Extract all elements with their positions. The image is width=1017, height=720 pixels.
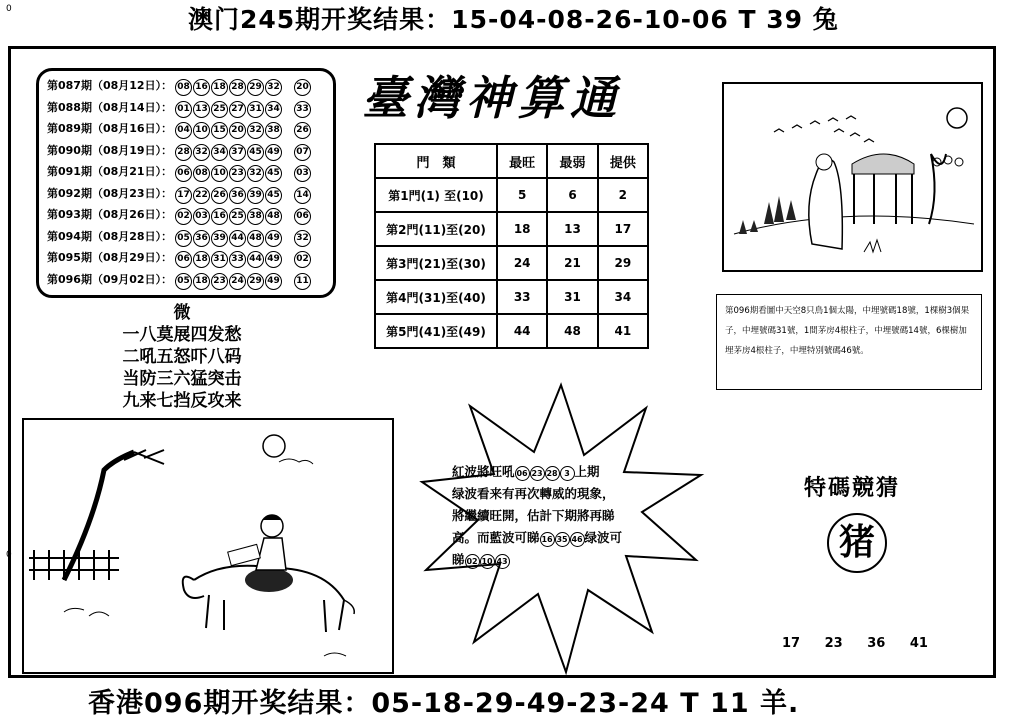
wave-line-1: 紅波將旺吼 06 23 28 3 上期 [452, 464, 600, 479]
number-ball: 45 [265, 165, 282, 182]
margin-mark: 0 [6, 4, 12, 14]
special-ball: 26 [294, 122, 311, 139]
wave-ball: 02 [465, 554, 480, 569]
doors-row [375, 246, 648, 280]
history-label: 第089期（08月16日）： [47, 122, 173, 135]
number-ball: 38 [265, 122, 282, 139]
number-ball: 48 [247, 230, 264, 247]
wave-ball: 23 [530, 466, 545, 481]
number-ball: 25 [211, 101, 228, 118]
wave-analysis-text [452, 461, 662, 571]
number-ball: 39 [247, 187, 264, 204]
doors-row [375, 314, 648, 348]
number-ball: 34 [211, 144, 228, 161]
number-ball: 10 [211, 165, 228, 182]
number-ball: 15 [211, 122, 228, 139]
doors-cell: 6 [547, 178, 597, 212]
number-ball: 28 [175, 144, 192, 161]
doors-cell: 18 [497, 212, 547, 246]
wave-ball: 43 [495, 554, 510, 569]
number-ball: 29 [247, 273, 264, 290]
poem-line: 九来七挡反攻来 [122, 391, 242, 411]
number-ball: 38 [247, 208, 264, 225]
doors-cell: 第1門(1) 至(10) [375, 178, 497, 212]
doors-cell: 2 [598, 178, 648, 212]
guess-numbers: 17 23 36 41 [782, 636, 928, 651]
number-ball: 08 [175, 79, 192, 96]
special-ball: 20 [294, 79, 311, 96]
poem-line: 一八莫展四发愁 [122, 325, 242, 345]
number-ball: 25 [229, 208, 246, 225]
doors-cell: 第5門(41)至(49) [375, 314, 497, 348]
number-ball: 03 [193, 208, 210, 225]
doors-cell: 24 [497, 246, 547, 280]
doors-cell: 41 [598, 314, 648, 348]
hongkong-result-banner: 香港096期开奖结果：05-18-29-49-23-24 T 11 羊. [88, 688, 800, 719]
riddle-note: 第096期看圖中天空8只鳥1個太陽，中埋號碼18號，1棵樹3個果子，中埋號碼31號，1間茅房4根柱子，中埋號碼14號，6棵樹加埋茅房4根柱子，中埋特別號碼46號。 [716, 294, 982, 390]
history-label: 第090期（08月19日）： [47, 143, 173, 157]
number-ball: 36 [229, 187, 246, 204]
number-ball: 10 [193, 122, 210, 139]
history-row [47, 249, 312, 268]
number-ball: 16 [193, 79, 210, 96]
doors-header: 最弱 [547, 144, 597, 178]
history-row [47, 271, 312, 290]
wave-line-5: 睇 02 10 43 [452, 552, 508, 567]
history-label: 第091期（08月21日）： [47, 165, 173, 178]
doors-row [375, 212, 648, 246]
special-ball: 02 [294, 251, 311, 268]
number-ball: 32 [193, 144, 210, 161]
number-ball: 23 [229, 165, 246, 182]
history-label: 第093期（08月26日）： [47, 208, 173, 221]
doors-header: 門 類 [375, 144, 497, 178]
number-ball: 37 [229, 144, 246, 161]
number-ball: 23 [211, 273, 228, 290]
number-ball: 48 [265, 208, 282, 225]
doors-cell: 29 [598, 246, 648, 280]
wave-ball: 3 [560, 466, 575, 481]
page-title: 臺灣神算通 [362, 71, 622, 125]
special-ball: 07 [294, 144, 311, 161]
number-ball: 05 [175, 273, 192, 290]
poem-block [112, 302, 252, 412]
poem-line: 当防三六猛突击 [122, 369, 242, 389]
history-row [47, 77, 312, 96]
history-label: 第095期（08月29日）： [47, 251, 173, 264]
special-ball: 06 [294, 208, 311, 225]
history-row [47, 206, 312, 225]
doors-row [375, 178, 648, 212]
history-row [47, 185, 312, 204]
history-label: 第094期（08月28日）： [47, 229, 173, 243]
number-ball: 31 [211, 251, 228, 268]
wave-ball: 28 [545, 466, 560, 481]
wave-line-3: 將繼續旺開，估計下期將再睇 [452, 508, 615, 523]
number-ball: 26 [211, 187, 228, 204]
margin-mark: 0 [6, 550, 12, 560]
history-row [47, 120, 312, 139]
number-ball: 32 [265, 79, 282, 96]
history-label: 第087期（08月12日）： [47, 79, 173, 92]
number-ball: 32 [247, 122, 264, 139]
number-ball: 34 [265, 101, 282, 118]
doors-cell: 第3門(21)至(30) [375, 246, 497, 280]
history-row [47, 142, 312, 161]
poem-heading: 微 [173, 303, 191, 323]
riddle-illustration [724, 84, 981, 270]
number-ball: 17 [175, 187, 192, 204]
doors-cell: 第4門(31)至(40) [375, 280, 497, 314]
wave-ball: 35 [555, 532, 570, 547]
wave-ball: 06 [515, 466, 530, 481]
history-label: 第092期（08月23日）： [47, 186, 173, 200]
number-ball: 18 [211, 79, 228, 96]
special-guess-title: 特碼競猜 [804, 476, 901, 501]
number-ball: 04 [175, 122, 192, 139]
wave-line-4: 高。而藍波可睇 16 35 46 绿波可 [452, 530, 623, 545]
doors-cell: 13 [547, 212, 597, 246]
number-ball: 49 [265, 251, 282, 268]
draw-history-panel [36, 68, 336, 298]
number-ball: 06 [175, 251, 192, 268]
wave-line-2: 绿波看来有再次轉威的現象， [452, 486, 615, 501]
riddle-picture [722, 82, 983, 272]
special-ball: 11 [294, 273, 311, 290]
doors-row [375, 280, 648, 314]
doors-cell: 5 [497, 178, 547, 212]
zodiac-badge: 猪 [827, 513, 887, 573]
poem-line: 二吼五怒吓八码 [122, 347, 242, 367]
history-label: 第088期（08月14日）： [47, 100, 173, 114]
doors-cell: 33 [497, 280, 547, 314]
doors-cell: 31 [547, 280, 597, 314]
number-ball: 36 [193, 230, 210, 247]
number-ball: 18 [193, 273, 210, 290]
doors-cell: 44 [497, 314, 547, 348]
number-ball: 39 [211, 230, 228, 247]
history-row [47, 228, 312, 247]
number-ball: 22 [193, 187, 210, 204]
doors-cell: 第2門(11)至(20) [375, 212, 497, 246]
ox-rider-illustration [24, 420, 392, 672]
history-row [47, 99, 312, 118]
number-ball: 31 [247, 101, 264, 118]
number-ball: 01 [175, 101, 192, 118]
special-ball: 32 [294, 230, 311, 247]
number-ball: 06 [175, 165, 192, 182]
number-ball: 16 [211, 208, 228, 225]
doors-cell: 34 [598, 280, 648, 314]
number-ball: 44 [229, 230, 246, 247]
number-ball: 24 [229, 273, 246, 290]
number-ball: 13 [193, 101, 210, 118]
doors-header: 提供 [598, 144, 648, 178]
wave-ball: 10 [480, 554, 495, 569]
history-row [47, 163, 312, 182]
number-ball: 27 [229, 101, 246, 118]
number-ball: 20 [229, 122, 246, 139]
history-label: 第096期（09月02日）： [47, 272, 173, 286]
number-ball: 08 [193, 165, 210, 182]
doors-table [374, 143, 649, 349]
number-ball: 49 [265, 144, 282, 161]
number-ball: 45 [265, 187, 282, 204]
special-ball: 14 [294, 187, 311, 204]
number-ball: 45 [247, 144, 264, 161]
number-ball: 02 [175, 208, 192, 225]
wave-ball: 16 [540, 532, 555, 547]
number-ball: 05 [175, 230, 192, 247]
macau-result-banner: 澳门245期开奖结果：15-04-08-26-10-06 T 39 兔 [188, 5, 839, 34]
number-ball: 49 [265, 230, 282, 247]
doors-header: 最旺 [497, 144, 547, 178]
wave-ball: 46 [570, 532, 585, 547]
number-ball: 33 [229, 251, 246, 268]
doors-cell: 17 [598, 212, 648, 246]
number-ball: 28 [229, 79, 246, 96]
number-ball: 44 [247, 251, 264, 268]
special-ball: 33 [294, 101, 311, 118]
number-ball: 29 [247, 79, 264, 96]
special-ball: 03 [294, 165, 311, 182]
number-ball: 32 [247, 165, 264, 182]
doors-cell: 21 [547, 246, 597, 280]
number-ball: 49 [265, 273, 282, 290]
doors-cell: 48 [547, 314, 597, 348]
ox-picture [22, 418, 394, 674]
number-ball: 18 [193, 251, 210, 268]
